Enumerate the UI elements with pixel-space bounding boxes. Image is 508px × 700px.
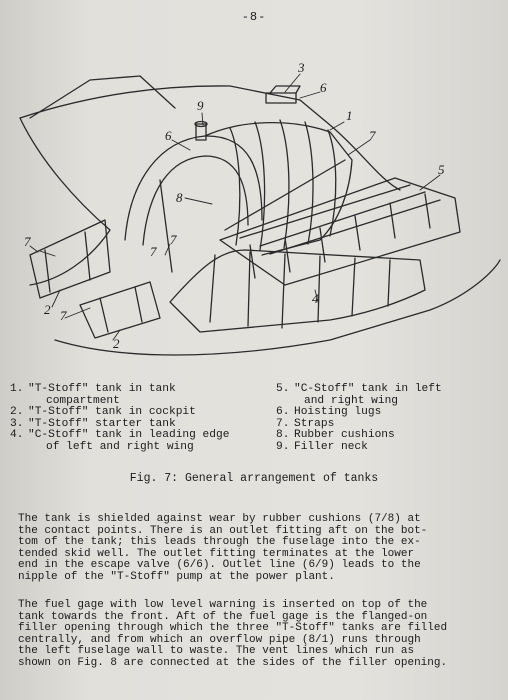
figure-legend: [0, 384, 508, 464]
wing-tank-5: [220, 178, 460, 285]
callout-5: 5: [438, 162, 445, 177]
fuselage-outline: [20, 86, 400, 190]
callout-2-low: 2: [113, 336, 120, 351]
leading-edge-tank-4: [170, 250, 425, 332]
callout-7-low: 7: [60, 308, 67, 323]
legend-item: 8. Rubber cushions: [276, 429, 395, 441]
figure-caption: Fig. 7: General arrangement of tanks: [129, 472, 379, 485]
wing-root: [20, 118, 110, 285]
body-paragraph-2: The fuel gage with low level warning is inserted on top of the tank towards the front. Aft of the fuel gage is the flanged-on filler opening through which the three "T-Stoff" tanks are filled centrally, and from which an overflow pipe (8/1) runs through the left fuselage wall to waste. The vent lines which run as shown on Fig. 8 are connected at the sides of the filler opening.: [18, 599, 448, 669]
legend-column-left: [10, 384, 272, 453]
legend-item: 4. "C-Stoff" tank in leading edge of left and right wing: [10, 429, 230, 453]
body-paragraph-1: The tank is shielded against wear by rubber cushions (7/8) at the contact points. There is an outlet fitting aft on the bot- tom of the tank; this leads through the fuselage into the ex- tended skid well. The outlet fitting terminates at the lower end in the escape valve (6/6). Outlet line (6/9) leads to the nipple of the "T-Stoff" pump at the power plant.: [18, 513, 428, 583]
legend-item: 7. Straps: [276, 417, 335, 430]
legend-item: 3. "T-Stoff" starter tank: [10, 417, 176, 430]
callout-6-top: 6: [320, 80, 327, 95]
callout-7-mid: 7: [170, 232, 177, 247]
callout-4: 4: [312, 291, 319, 306]
fuselage-lower: [55, 260, 500, 355]
callout-7-left: 7: [24, 234, 31, 249]
legend-column-right: [276, 384, 506, 453]
legend-item: 5. "C-Stoff" tank in left and right wing: [276, 383, 442, 407]
callout-7-right: 7: [150, 244, 157, 259]
callout-2-left: 2: [44, 302, 51, 317]
page-number: -8-: [241, 10, 267, 24]
cockpit-tank-left: [30, 220, 110, 298]
callout-1: 1: [346, 108, 353, 123]
callout-9: 9: [197, 98, 204, 113]
legend-item: 6. Hoisting lugs: [276, 406, 382, 418]
callout-7-top: 7: [369, 128, 376, 143]
legend-item: 2. "T-Stoff" tank in cockpit: [10, 406, 196, 418]
callout-6-left: 6: [165, 128, 172, 143]
callout-8: 8: [176, 190, 183, 205]
callout-3: 3: [298, 60, 305, 75]
legend-item: 1. "T-Stoff" tank in tank compartment: [10, 383, 176, 407]
legend-item: 9. Filler neck: [276, 440, 368, 453]
tank-arrangement-figure: [0, 40, 508, 380]
strap: [225, 160, 345, 230]
